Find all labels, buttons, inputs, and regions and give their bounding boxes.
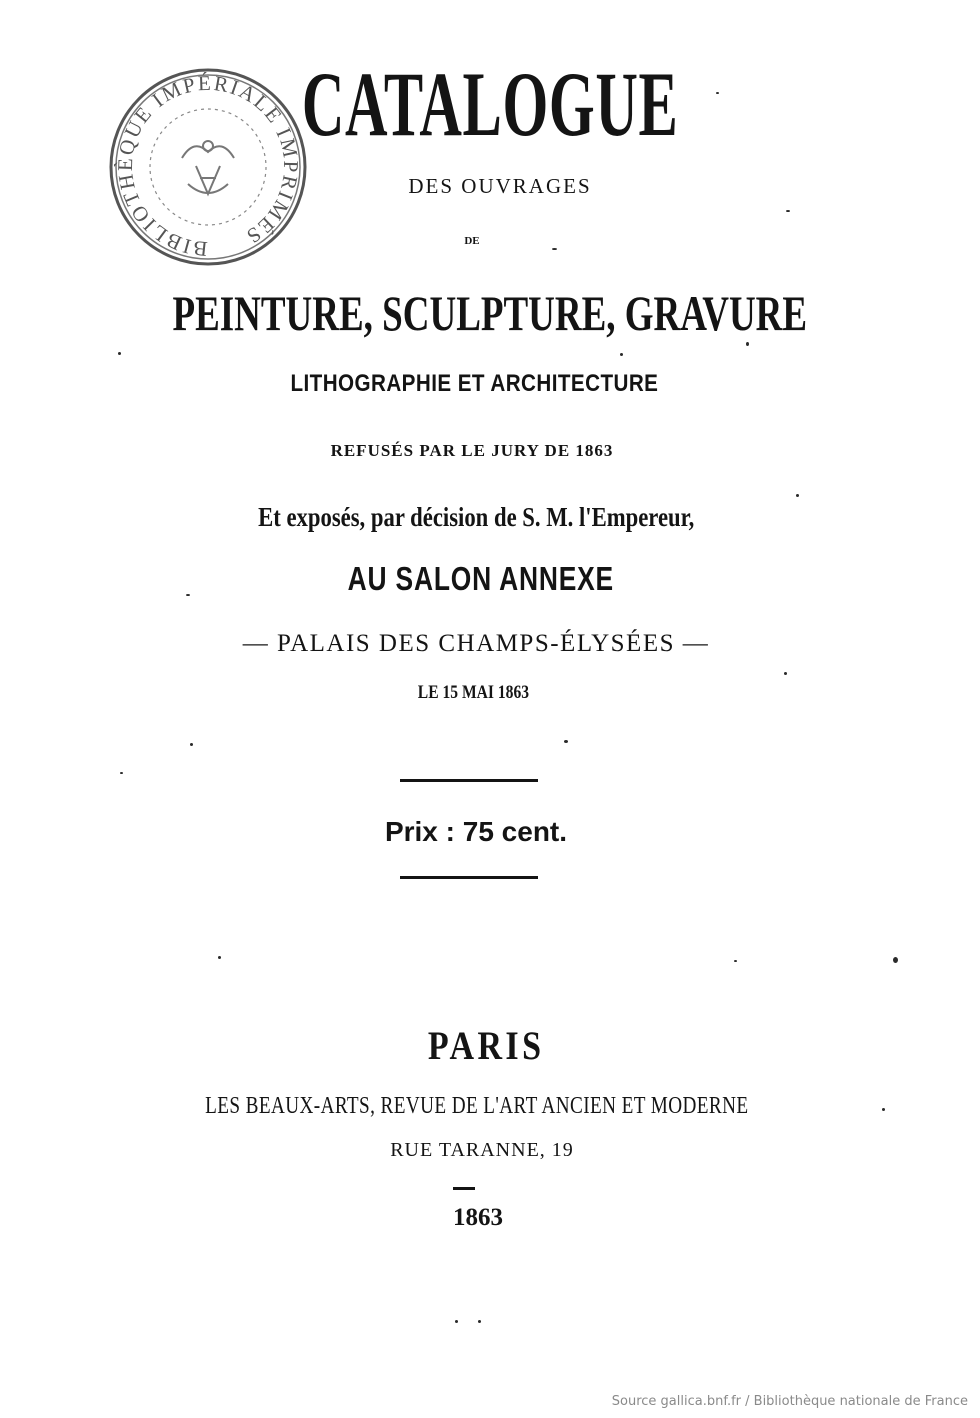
ink-speck <box>734 960 737 962</box>
exhibition-date: LE 15 MAI 1863 <box>417 682 530 703</box>
price-line: Prix : 75 cent. <box>384 816 568 847</box>
subtitle-de: DE <box>464 235 480 247</box>
subtitle-des-ouvrages: DES OUVRAGES <box>408 174 592 198</box>
ink-speck <box>620 353 623 356</box>
palais-line: — PALAIS DES CHAMPS-ÉLYSÉES — <box>242 630 710 657</box>
arts-subheading: LITHOGRAPHIE ET ARCHITECTURE <box>290 370 659 397</box>
divider-rule <box>400 779 538 782</box>
ink-speck <box>118 352 121 355</box>
ink-speck <box>786 210 790 212</box>
ink-speck <box>190 743 193 746</box>
ink-speck <box>893 957 898 963</box>
arts-heading: PEINTURE, SCULPTURE, GRAVURE <box>172 285 808 341</box>
exposed-by-emperor-line: Et exposés, par décision de S. M. l'Empereur, <box>258 502 695 532</box>
ink-speck <box>478 1320 481 1323</box>
publisher-address: RUE TARANNE, 19 <box>390 1139 574 1161</box>
ink-speck <box>186 594 190 596</box>
catalogue-title: CATALOGUE <box>301 53 679 155</box>
ink-speck <box>796 494 799 497</box>
publisher-line: LES BEAUX-ARTS, REVUE DE L'ART ANCIEN ET MODERNE <box>205 1093 749 1119</box>
ink-speck <box>882 1108 885 1111</box>
source-attribution: Source gallica.bnf.fr / Bibliothèque nationale de France <box>611 1394 968 1409</box>
divider-rule <box>400 876 538 879</box>
city-name: PARIS <box>428 1023 545 1068</box>
ink-speck <box>716 92 719 94</box>
refused-by-jury-line: REFUSÉS PAR LE JURY DE 1863 <box>330 441 614 460</box>
ink-speck <box>784 672 787 675</box>
ink-speck <box>455 1320 458 1323</box>
short-divider-rule <box>453 1187 475 1190</box>
ink-speck <box>218 956 221 959</box>
stamp-text: BIBLIOTHÈQUE IMPÉRIALE IMPRIMÉS <box>112 70 304 262</box>
salon-annexe-heading: AU SALON ANNEXE <box>347 560 614 597</box>
publication-year: 1863 <box>453 1204 503 1231</box>
ink-speck <box>746 342 749 346</box>
ink-speck <box>552 248 557 250</box>
ink-speck <box>120 772 123 774</box>
ink-speck <box>564 740 568 743</box>
